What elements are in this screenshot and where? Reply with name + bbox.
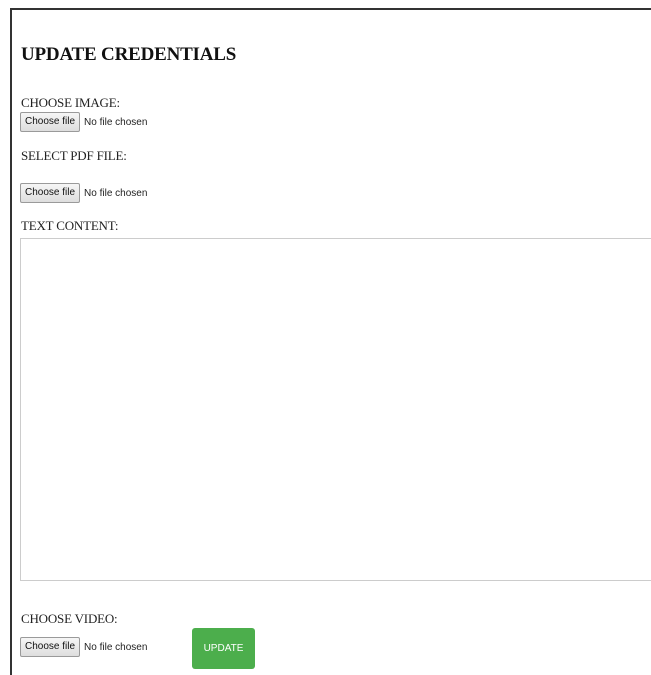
pdf-file-status: No file chosen	[84, 187, 148, 199]
page-title: UPDATE CREDENTIALS	[21, 44, 237, 65]
select-pdf-label: SELECT PDF FILE:	[21, 148, 127, 163]
image-file-input[interactable]	[20, 112, 147, 132]
form-container	[10, 8, 651, 675]
text-content-textarea[interactable]	[20, 238, 651, 581]
image-choose-file-button[interactable]: Choose file	[20, 112, 80, 132]
video-file-status: No file chosen	[84, 641, 148, 653]
image-file-status: No file chosen	[84, 116, 148, 128]
choose-video-label: CHOOSE VIDEO:	[21, 611, 118, 626]
pdf-file-input[interactable]	[20, 183, 147, 203]
video-file-input[interactable]	[20, 637, 147, 657]
pdf-choose-file-button[interactable]: Choose file	[20, 183, 80, 203]
choose-image-label: CHOOSE IMAGE:	[21, 95, 120, 110]
video-choose-file-button[interactable]: Choose file	[20, 637, 80, 657]
update-button[interactable]: UPDATE	[192, 628, 255, 669]
text-content-label: TEXT CONTENT:	[21, 218, 119, 233]
